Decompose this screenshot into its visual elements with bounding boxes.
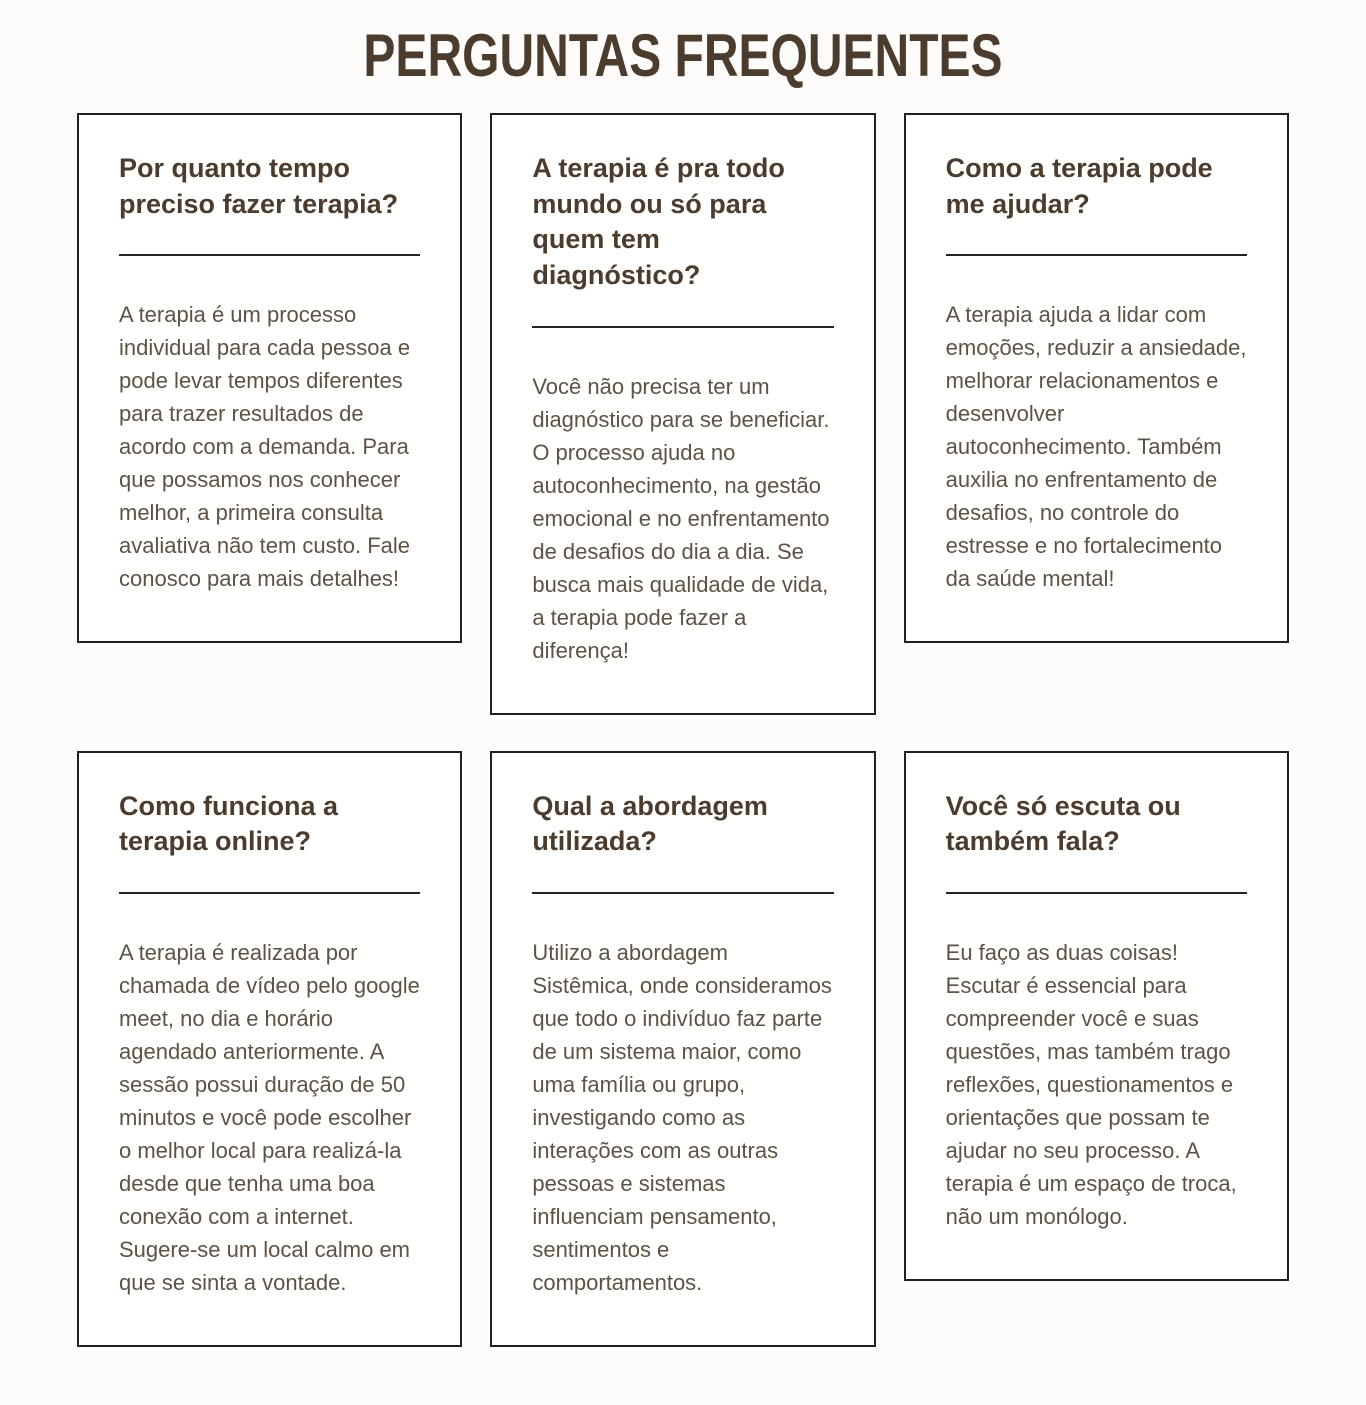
faq-answer: Eu faço as duas coisas! Escutar é essencial para compreender você e suas questões, mas também trago reflexões, questionamentos e orientações que possam te ajudar no seu processo. A terapia é um espaço de troca, não um monólogo. bbox=[945, 939, 1237, 1229]
faq-answer: Utilizo a abordagem Sistêmica, onde consideramos que todo o indivíduo faz parte de um sistema maior, como uma família ou grupo, investigando como as interações com as outras pessoas e sistemas influenciam pensamento, sentimentos e comportamentos. bbox=[532, 939, 832, 1295]
faq-card-duration bbox=[77, 113, 462, 643]
divider bbox=[946, 254, 1247, 256]
divider bbox=[946, 892, 1247, 894]
faq-question: Como funciona a terapia online? bbox=[119, 790, 339, 857]
divider bbox=[119, 892, 420, 894]
faq-card-how-it-helps bbox=[904, 113, 1289, 643]
page-title: PERGUNTAS FREQUENTES bbox=[363, 22, 1003, 89]
faq-question: Você só escuta ou também fala? bbox=[945, 790, 1181, 857]
faq-card-listen-or-talk bbox=[904, 751, 1289, 1281]
faq-question: Como a terapia pode me ajudar? bbox=[945, 153, 1213, 219]
divider bbox=[532, 326, 833, 328]
faq-card-approach bbox=[490, 751, 875, 1347]
faq-question: Por quanto tempo preciso fazer terapia? bbox=[119, 153, 399, 219]
divider bbox=[119, 254, 420, 256]
faq-card-who-is-it-for bbox=[490, 113, 875, 715]
faq-answer: A terapia é realizada por chamada de vídeo pelo google meet, no dia e horário agendado anteriormente. A sessão possui duração de 50 minutos e você pode escolher o melhor local para realizá-la desde que tenha uma boa conexão com a internet. Sugere-se um local calmo em que se sinta a vontade. bbox=[119, 939, 420, 1295]
faq-question: Qual a abordagem utilizada? bbox=[532, 790, 768, 857]
faq-card-online-therapy bbox=[77, 751, 462, 1347]
faq-grid bbox=[77, 113, 1289, 1385]
faq-question: A terapia é pra todo mundo ou só para quem tem diagnóstico? bbox=[532, 153, 785, 290]
faq-answer: Você não precisa ter um diagnóstico para se beneficiar. O processo ajuda no autoconhecimento, na gestão emocional e no enfrentamento de desafios do dia a dia. Se busca mais qualidade de vida, a terapia pode fazer a diferença! bbox=[532, 373, 830, 663]
faq-answer: A terapia é um processo individual para cada pessoa e pode levar tempos diferentes para trazer resultados de acordo com a demanda. Para que possamos nos conhecer melhor, a primeira consulta avaliativa não tem custo. Fale conosco para mais detalhes! bbox=[119, 302, 411, 592]
faq-answer: A terapia ajuda a lidar com emoções, reduzir a ansiedade, melhorar relacionamentos e desenvolver autoconhecimento. Também auxilia no enfrentamento de desafios, no controle do estresse e no fortalecimento da saúde mental! bbox=[945, 302, 1247, 592]
divider bbox=[532, 892, 833, 894]
